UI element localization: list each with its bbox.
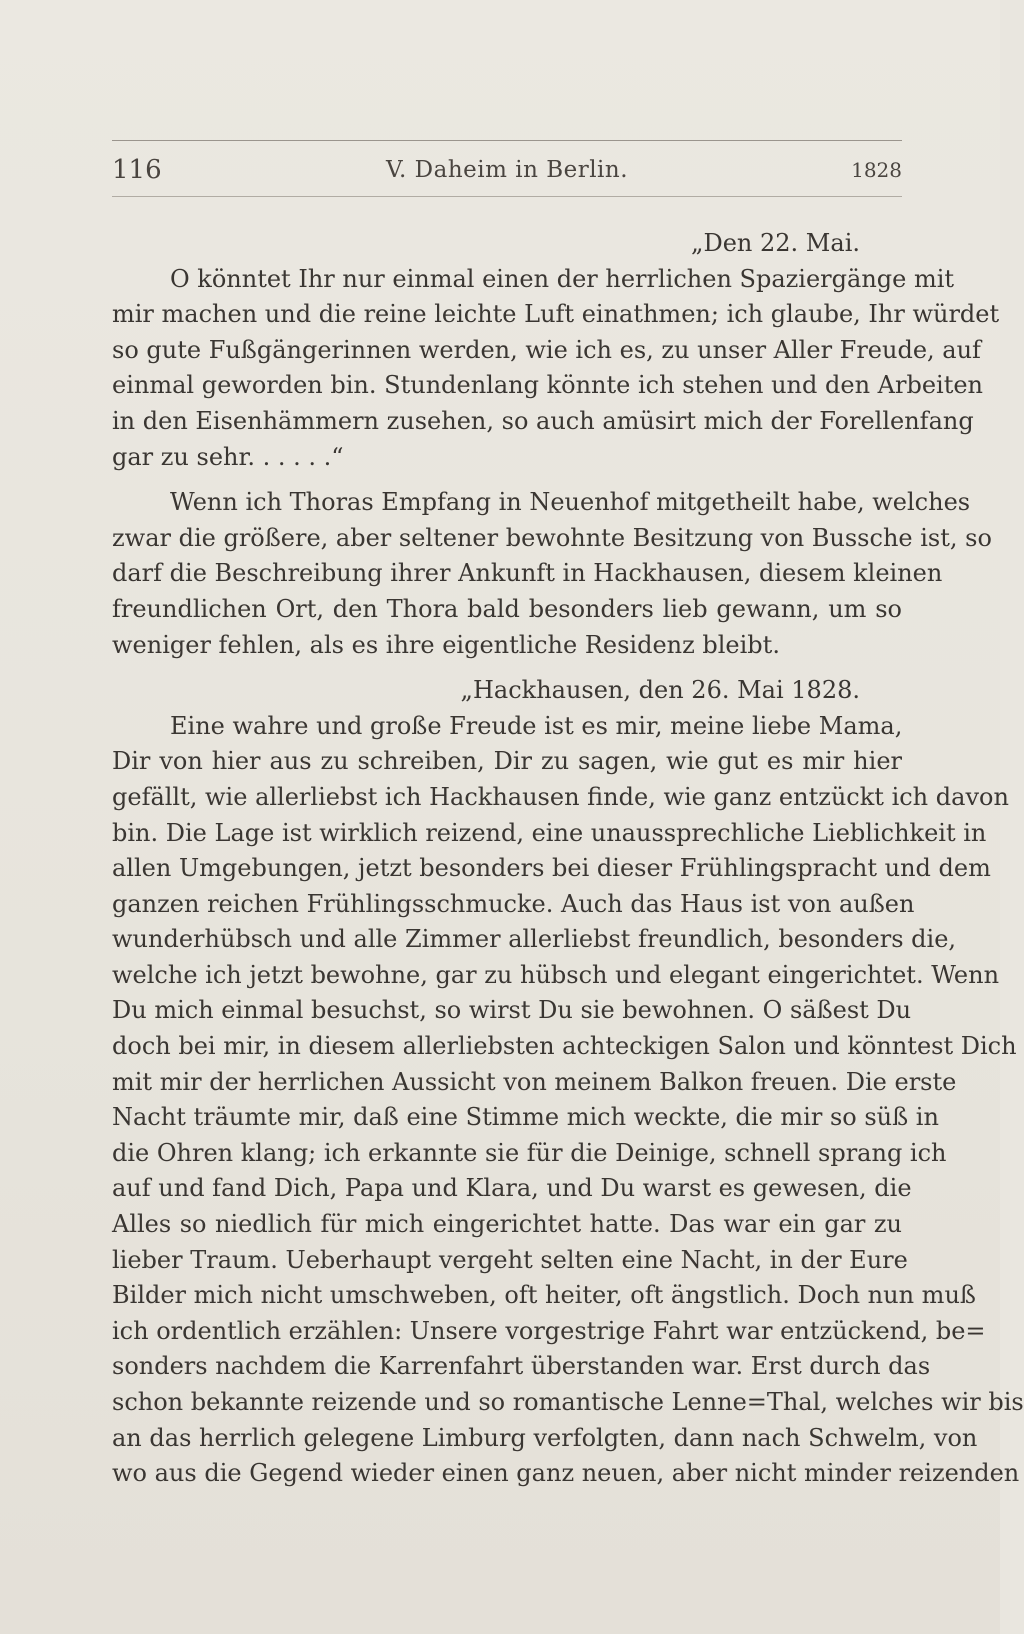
text-line: zwar die größere, aber seltener bewohnte Besitzung von Bussche ist, so <box>112 523 992 552</box>
text-line: O könntet Ihr nur einmal einen der herrlichen Spaziergänge mit <box>170 264 955 293</box>
text-line: Alles so niedlich für mich eingerichtet hatte. Das war ein gar zu <box>112 1210 902 1239</box>
text-line: Eine wahre und große Freude ist es mir, meine liebe Mama, <box>170 711 903 740</box>
text-line: in den Eisenhämmern zusehen, so auch amüsirt mich der Forellenfang <box>112 406 974 435</box>
running-year: 1828 <box>851 158 902 182</box>
text-line: so gute Fußgängerinnen werden, wie ich es, zu unser Aller Freude, auf <box>112 335 981 364</box>
text-line: darf die Beschreibung ihrer Ankunft in Hackhausen, diesem kleinen <box>112 559 943 588</box>
text-line: Du mich einmal besuchst, so wirst Du sie bewohnen. O säßest Du <box>112 996 912 1025</box>
text-line: die Ohren klang; ich erkannte sie für die Deinige, schnell sprang ich <box>112 1138 947 1167</box>
page-number: 116 <box>112 155 162 185</box>
text-line: freundlichen Ort, den Thora bald besonders lieb gewann, um so <box>112 594 902 623</box>
running-head <box>112 150 902 190</box>
text-line: doch bei mir, in diesem allerliebsten achteckigen Salon und könntest Dich <box>112 1032 1017 1061</box>
text-line: Nacht träumte mir, daß eine Stimme mich weckte, die mir so süß in <box>112 1103 939 1132</box>
text-line: mir machen und die reine leichte Luft einathmen; ich glaube, Ihr würdet <box>112 300 1000 329</box>
paragraph-gap <box>112 663 902 673</box>
text-line: bin. Die Lage ist wirklich reizend, eine unaussprechliche Lieblichkeit in <box>112 818 987 847</box>
letter-dateline: „Hackhausen, den 26. Mai 1828. <box>460 676 860 705</box>
chapter-title: V. Daheim in Berlin. <box>385 157 629 183</box>
text-line: allen Umgebungen, jetzt besonders bei dieser Frühlingspracht und dem <box>112 854 991 883</box>
text-line: wunderhübsch und alle Zimmer allerliebst freundlich, besonders die, <box>112 925 957 954</box>
text-line: lieber Traum. Ueberhaupt vergeht selten eine Nacht, in der Eure <box>112 1245 908 1274</box>
text-line: welche ich jetzt bewohne, gar zu hübsch und elegant eingerichtet. Wenn <box>112 960 1000 989</box>
letter-dateline: „Den 22. Mai. <box>691 229 860 257</box>
paragraph-gap <box>112 475 902 485</box>
text-line: Dir von hier aus zu schreiben, Dir zu sagen, wie gut es mir hier <box>112 747 902 776</box>
top-rule <box>112 140 902 141</box>
text-line: ich ordentlich erzählen: Unsere vorgestrige Fahrt war entzückend, be= <box>112 1316 986 1345</box>
text-line: gefällt, wie allerliebst ich Hackhausen finde, wie ganz entzückt ich davon <box>112 782 1009 811</box>
text-line: Wenn ich Thoras Empfang in Neuenhof mitgetheilt habe, welches <box>170 488 971 517</box>
text-line: auf und fand Dich, Papa und Klara, und Du warst es gewesen, die <box>112 1174 912 1203</box>
body-text <box>112 226 1024 1492</box>
header-rule <box>112 196 902 197</box>
text-line: sonders nachdem die Karrenfahrt überstanden war. Erst durch das <box>112 1352 931 1381</box>
text-line: schon bekannte reizende und so romantische Lenne=Thal, welches wir bis <box>112 1388 1024 1416</box>
text-line: einmal geworden bin. Stundenlang könnte ich stehen und den Arbeiten <box>112 371 984 400</box>
text-line: ganzen reichen Frühlingsschmucke. Auch das Haus ist von außen <box>112 889 915 918</box>
text-line: Bilder mich nicht umschweben, oft heiter, oft ängstlich. Doch nun muß <box>112 1281 976 1310</box>
text-line: weniger fehlen, als es ihre eigentliche Residenz bleibt. <box>112 630 780 659</box>
text-line: an das herrlich gelegene Limburg verfolgten, dann nach Schwelm, von <box>112 1423 978 1452</box>
text-line: wo aus die Gegend wieder einen ganz neuen, aber nicht minder reizenden <box>112 1459 1020 1488</box>
text-line: mit mir der herrlichen Aussicht von meinem Balkon freuen. Die erste <box>112 1067 957 1096</box>
text-line: gar zu sehr. . . . . .“ <box>112 442 344 471</box>
